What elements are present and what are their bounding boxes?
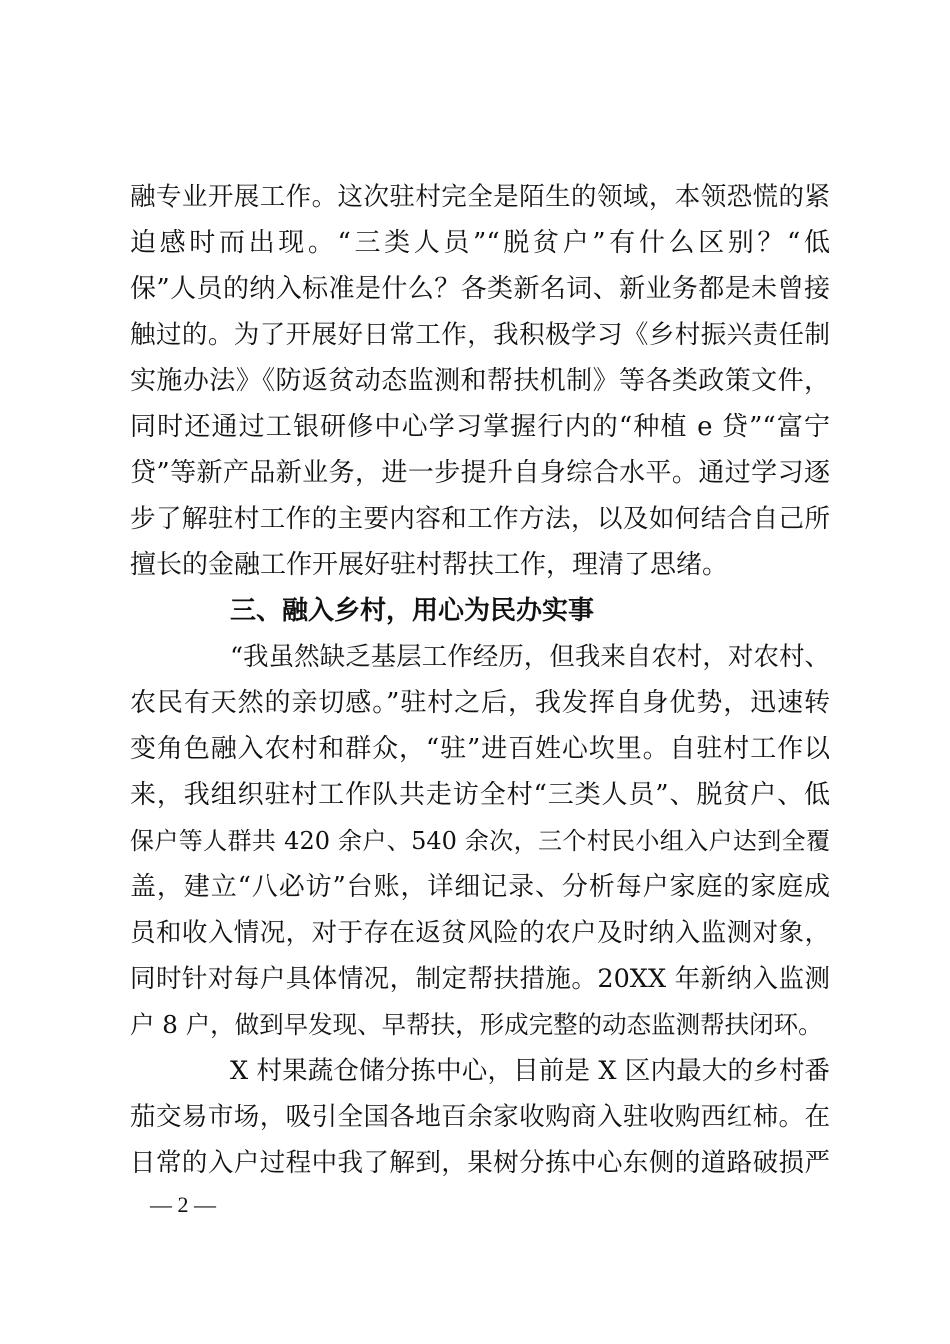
paragraph-2-line-5: 保户等人群共 420 余户、540 余次，三个村民小组入户达到全覆 — [130, 827, 830, 855]
paragraph-2-line-8: 同时针对每户具体情况，制定帮扶措施。20XX 年新纳入监测 — [130, 964, 830, 994]
paragraph-3-line-2: 茄交易市场，吸引全国各地百余家收购商入驻收购西红柿。在 — [130, 1102, 830, 1132]
paragraph-2-line-9: 户 8 户，做到早发现、早帮扶，形成完整的动态监测帮扶闭环。 — [130, 1010, 823, 1039]
paragraph-1-line-6: 同时还通过工银研修中心学习掌握行内的“种植 e 贷”“富宁 — [130, 412, 830, 442]
paragraph-1-line-3: 保”人员的纳入标准是什么？各类新名词、新业务都是未曾接 — [130, 274, 830, 304]
paragraph-2-line-3: 变角色融入农村和群众，“驻”进百姓心坎里。自驻村工作以 — [130, 734, 830, 764]
paragraph-1-line-1: 融专业开展工作。这次驻村完全是陌生的领域，本领恐慌的紧 — [130, 182, 830, 212]
paragraph-3-line-1: X 村果蔬仓储分拣中心，目前是 X 区内最大的乡村番 — [230, 1056, 830, 1086]
paragraph-2-line-7: 员和收入情况，对于存在返贫风险的农户及时纳入监测对象， — [130, 918, 830, 948]
paragraph-2-line-4: 来，我组织驻村工作队共走访全村“三类人员”、脱贫户、低 — [130, 780, 830, 810]
paragraph-1-line-9: 擅长的金融工作开展好驻村帮扶工作，理清了思绪。 — [130, 550, 729, 580]
paragraph-1-line-8: 步了解驻村工作的主要内容和工作方法，以及如何结合自己所 — [130, 504, 830, 534]
paragraph-2-line-2: 农民有天然的亲切感。”驻村之后，我发挥自身优势，迅速转 — [130, 688, 830, 718]
paragraph-2-line-1: “我虽然缺乏基层工作经历，但我来自农村，对农村、 — [230, 642, 830, 672]
page-number: — 2 — — [150, 1192, 216, 1217]
section-heading: 三、融入乡村，用心为民办实事 — [230, 596, 595, 626]
paragraph-1-line-5: 实施办法》《防返贫动态监测和帮扶机制》等各类政策文件， — [130, 366, 830, 396]
paragraph-1-line-4: 触过的。为了开展好日常工作，我积极学习《乡村振兴责任制 — [130, 320, 830, 350]
paragraph-2-line-6: 盖，建立“八必访”台账，详细记录、分析每户家庭的家庭成 — [130, 872, 830, 902]
paragraph-1-line-2: 迫感时而出现。“三类人员”“脱贫户”有什么区别？“低 — [130, 228, 830, 258]
paragraph-3-line-3: 日常的入户过程中我了解到，果树分拣中心东侧的道路破损严 — [130, 1148, 830, 1178]
paragraph-1-line-7: 贷”等新产品新业务，进一步提升自身综合水平。通过学习逐 — [130, 458, 830, 488]
